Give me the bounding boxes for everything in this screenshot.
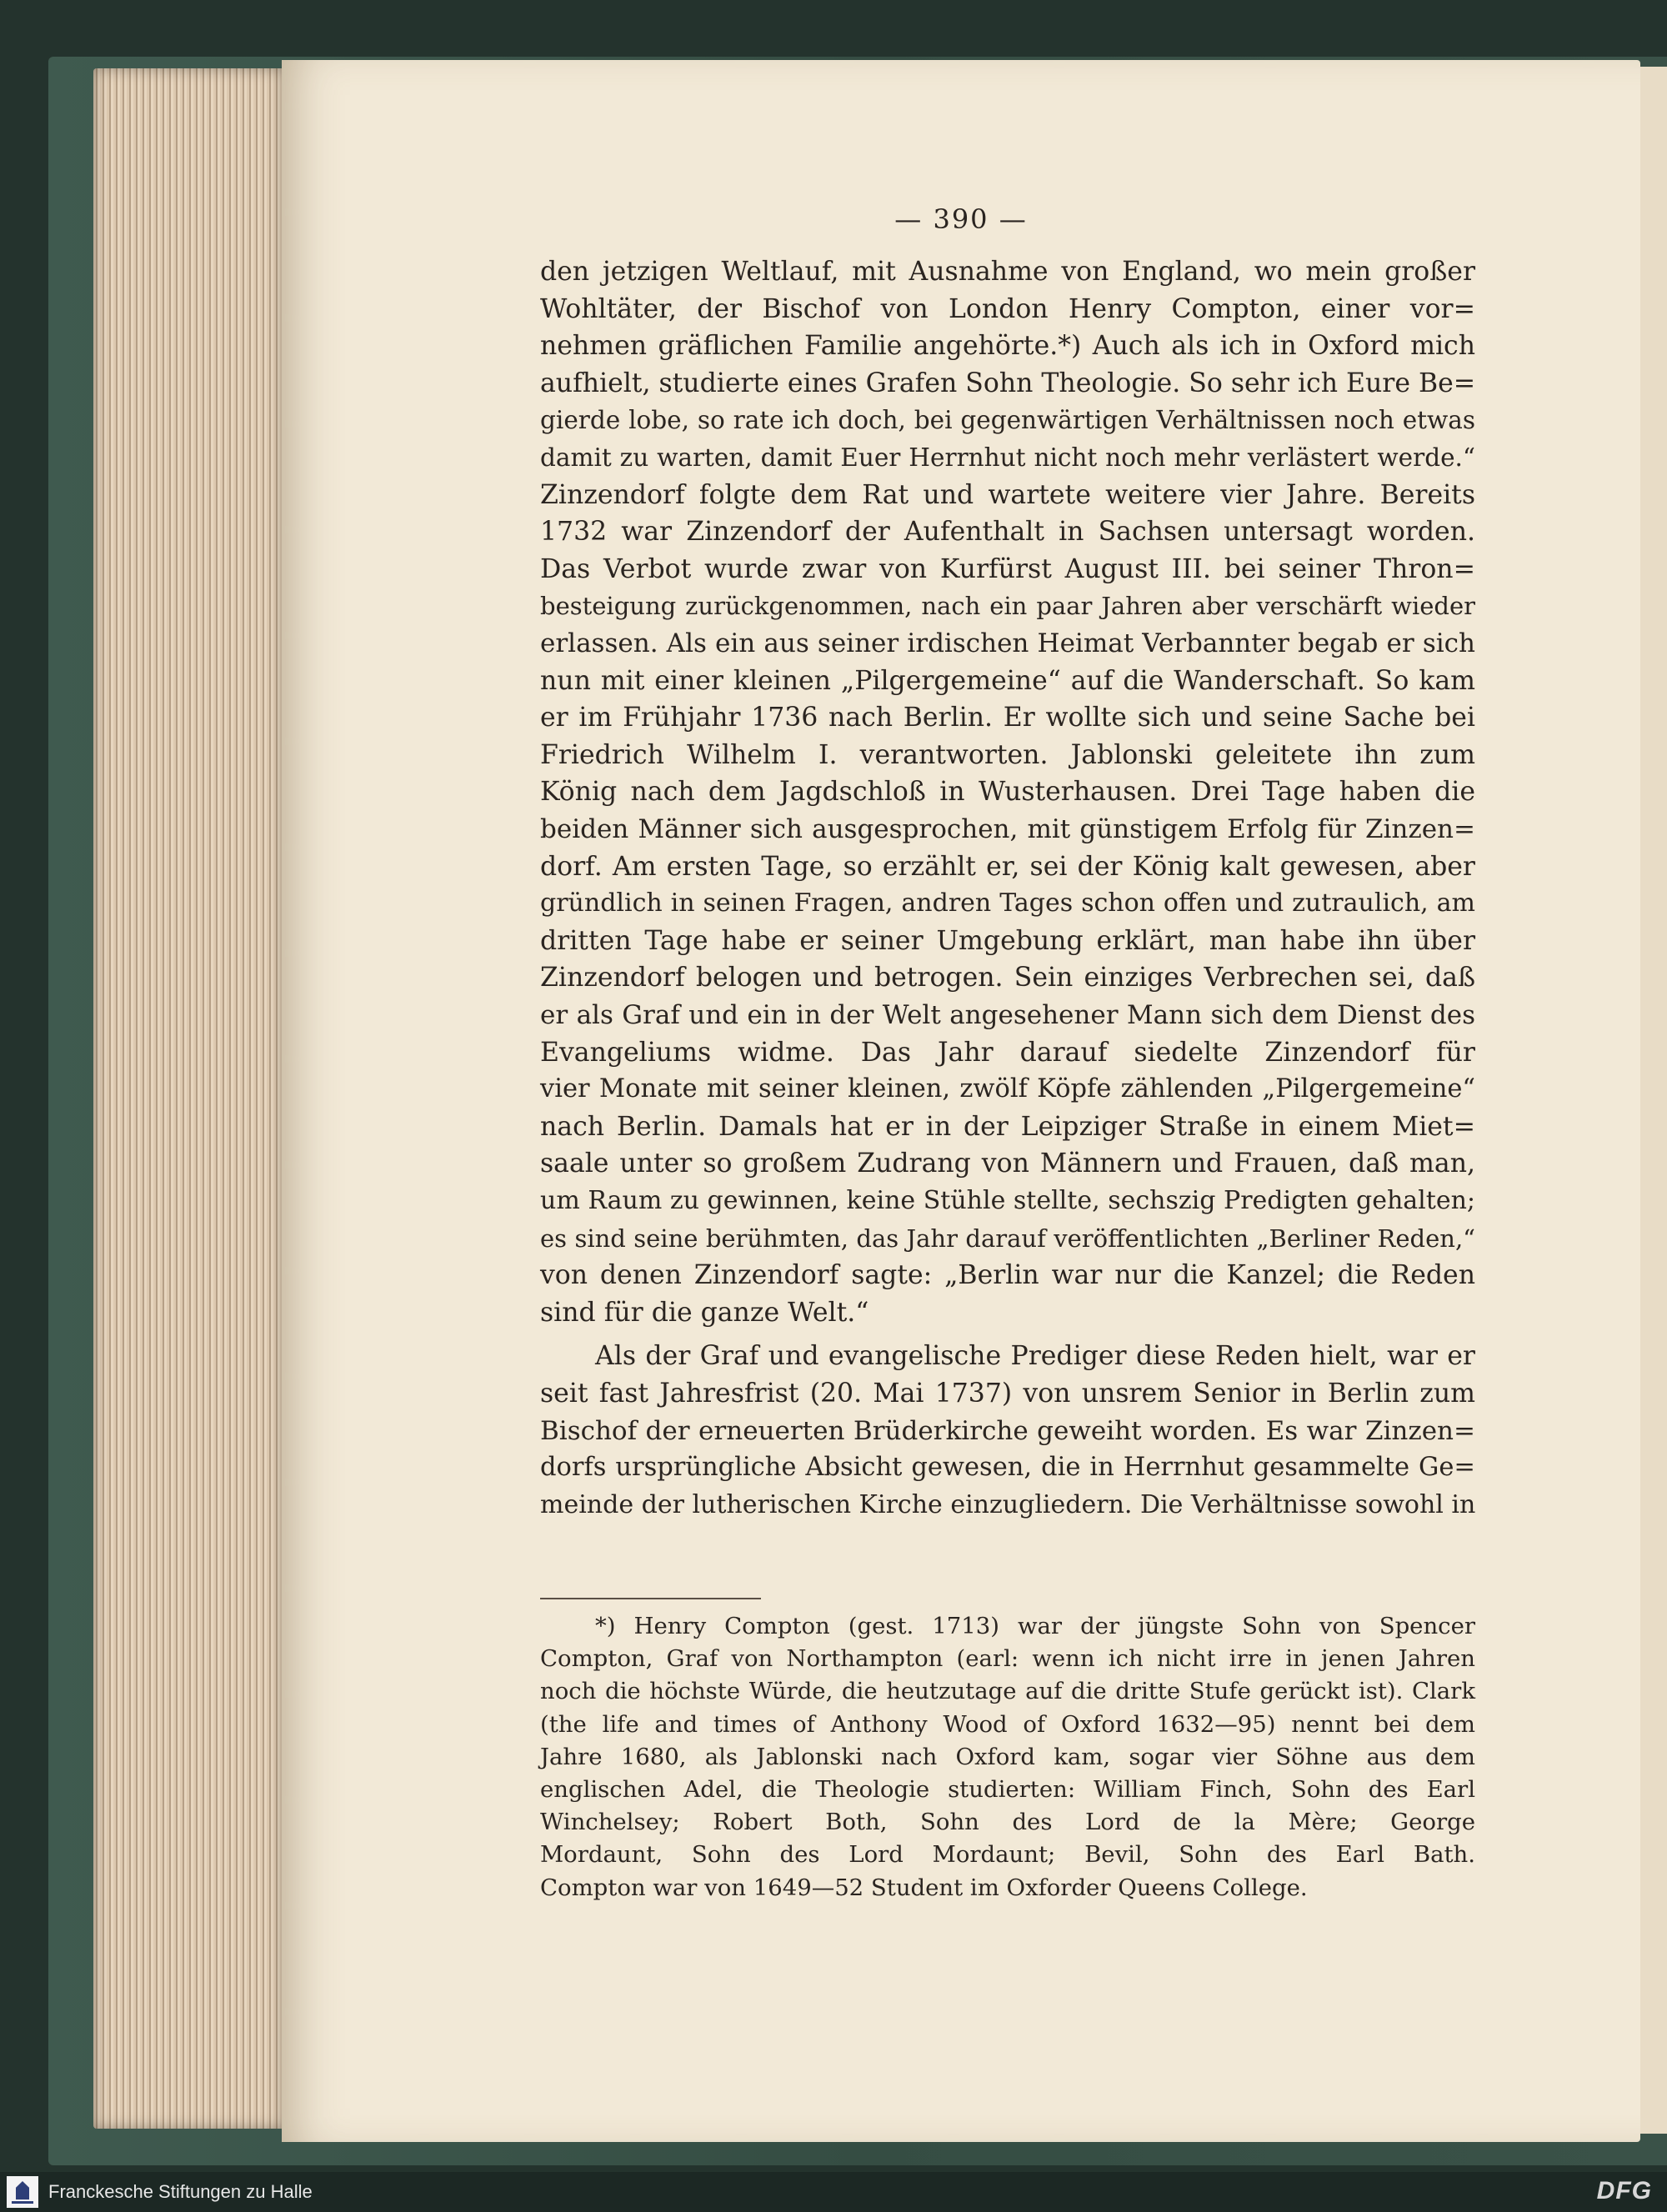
book-page (282, 60, 1640, 2142)
body-line: dorfs ursprüngliche Absicht gewesen, die in Herrnhut gesammelte Ge= (540, 1453, 1475, 1483)
body-line: damit zu warten, damit Euer Herrnhut nicht noch mehr verlästert werde.“ (540, 443, 1475, 472)
body-line: Friedrich Wilhelm I. verantworten. Jablonski geleitete ihn zum (540, 739, 1475, 770)
body-line: 1732 war Zinzendorf der Aufenthalt in Sachsen untersagt worden. (540, 517, 1475, 548)
body-line: beiden Männer sich ausgesprochen, mit günstigem Erfolg für Zinzen= (540, 814, 1475, 844)
page-number: — 390 — (894, 203, 1028, 235)
body-line: dorf. Am ersten Tage, so erzählt er, sei der König kalt gewesen, aber (540, 851, 1475, 882)
footnote (540, 1610, 1475, 1910)
footnote-line: Compton war von 1649—52 Student im Oxforder Queens College. (540, 1874, 1308, 1901)
body-line: sind für die ganze Welt.“ (540, 1297, 869, 1328)
body-line: Zinzendorf belogen und betrogen. Sein einziges Verbrechen sei, daß (540, 963, 1475, 993)
body-line: seit fast Jahresfrist (20. Mai 1737) von unsrem Senior in Berlin zum (540, 1379, 1475, 1409)
body-line: aufhielt, studierte eines Grafen Sohn Theologie. So sehr ich Eure Be= (540, 368, 1476, 398)
footnote-line: Jahre 1680, als Jablonski nach Oxford kam, sogar vier Söhne aus dem (540, 1743, 1475, 1770)
body-text (540, 253, 1475, 1599)
body-line: Bischof der erneuerten Brüderkirche geweiht worden. Es war Zinzen= (540, 1415, 1475, 1446)
body-line: gründlich in seinen Fragen, andren Tages schon offen und zutraulich, am (540, 888, 1475, 918)
body-line: nehmen gräflichen Familie angehörte.*) Auch als ich in Oxford mich (540, 331, 1475, 362)
body-line: den jetzigen Weltlauf, mit Ausnahme von England, wo mein großer (540, 257, 1475, 287)
body-line: Als der Graf und evangelische Prediger diese Reden hielt, war er (595, 1341, 1475, 1372)
footnote-line: Mordaunt, Sohn des Lord Mordaunt; Bevil, Sohn des Earl Bath. (540, 1841, 1475, 1869)
body-line: um Raum zu gewinnen, keine Stühle stellte, sechszig Predigten gehalten; (540, 1186, 1475, 1215)
body-line: König nach dem Jagdschloß in Wusterhausen. Drei Tage haben die (540, 777, 1475, 808)
body-line: besteigung zurückgenommen, nach ein paar Jahren aber verschärft wieder (540, 592, 1475, 621)
body-line: erlassen. Als ein aus seiner irdischen Heimat Verbannter begab er sich (540, 628, 1475, 658)
facing-page-edge (1638, 67, 1667, 2134)
body-line: vier Monate mit seiner kleinen, zwölf Köpfe zählenden „Pilgergemeine“ (540, 1074, 1475, 1104)
body-line: meinde der lutherischen Kirche einzugliedern. Die Verhältnisse sowohl in (540, 1489, 1476, 1519)
body-line: nun mit einer kleinen „Pilgergemeine“ auf die Wanderschaft. So kam (540, 665, 1475, 696)
body-line: nach Berlin. Damals hat er in der Leipziger Straße in einem Miet= (540, 1111, 1475, 1142)
franckesche-stiftungen-logo-icon (7, 2176, 38, 2208)
body-line: dritten Tage habe er seiner Umgebung erklärt, man habe ihn über (540, 925, 1475, 956)
body-line: Das Verbot wurde zwar von Kurfürst August III. bei seiner Thron= (540, 553, 1475, 584)
body-line: Wohltäter, der Bischof von London Henry Compton, einer vor= (540, 293, 1475, 324)
body-line: er als Graf und ein in der Welt angesehener Mann sich dem Dienst des (540, 1000, 1475, 1030)
body-line: saale unter so großem Zudrang von Männern und Frauen, daß man, (540, 1149, 1475, 1179)
dfg-logo: DFG (1596, 2177, 1652, 2204)
body-line: es sind seine berühmten, das Jahr darauf veröffentlichten „Berliner Reden,“ (540, 1224, 1475, 1253)
footnote-line: Winchelsey; Robert Both, Sohn des Lord de la Mère; George (540, 1809, 1475, 1836)
body-line: von denen Zinzendorf sagte: „Berlin war nur die Kanzel; die Reden (540, 1260, 1475, 1291)
footnote-line: (the life and times of Anthony Wood of Oxford 1632—95) nennt bei dem (540, 1710, 1475, 1738)
body-line: gierde lobe, so rate ich doch, bei gegenwärtigen Verhältnissen noch etwas (540, 406, 1475, 435)
footer-institution: Franckesche Stiftungen zu Halle (48, 2181, 313, 2202)
body-line: er im Frühjahr 1736 nach Berlin. Er wollte sich und seine Sache bei (540, 703, 1475, 733)
footnote-line: noch die höchste Würde, die heutzutage auf die dritte Stufe gerückt ist). Clark (540, 1678, 1475, 1705)
footnote-line: englischen Adel, die Theologie studierten: William Finch, Sohn des Earl (540, 1776, 1475, 1803)
footnote-line: Compton, Graf von Northampton (earl: wenn ich nicht irre in jenen Jahren (540, 1645, 1475, 1673)
footnote-line: *) Henry Compton (gest. 1713) war der jüngste Sohn von Spencer (595, 1613, 1475, 1639)
page-edges (93, 68, 283, 2129)
footnote-divider (540, 1598, 761, 1599)
body-line: Evangeliums widme. Das Jahr darauf siedelte Zinzendorf für (540, 1037, 1475, 1068)
body-line: Zinzendorf folgte dem Rat und wartete weitere vier Jahre. Bereits (540, 479, 1475, 510)
